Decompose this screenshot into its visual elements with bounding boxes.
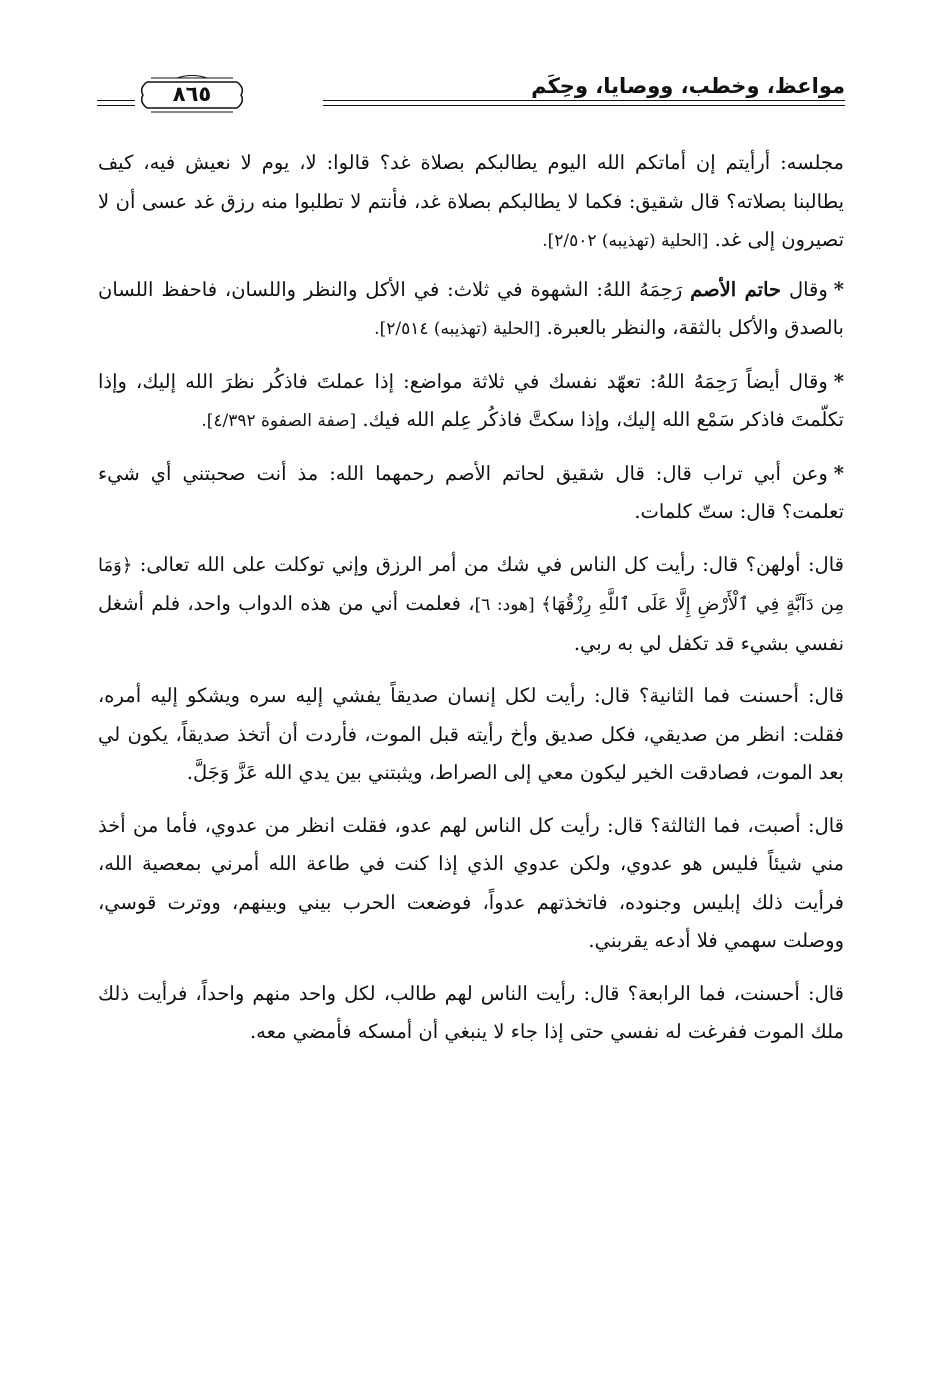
paragraph: [98, 807, 844, 961]
source-reference: [صفة الصفوة ٤/٣٩٢].: [201, 411, 357, 431]
paragraph: [98, 975, 844, 1052]
bullet-marker: *: [833, 461, 844, 485]
paragraph-text: مجلسه: أرأيتم إن أماتكم الله اليوم يطالبكم بصلاة غد؟ قالوا: لا، يوم لا نعيش فيه، كيف يطالبنا بصلاته؟ قال شقيق: فكما لا يطالبكم بصلاة غد، فأنتم لا تطلبوا منه رزق غد عسى أن لا تصيرون إلى غد.: [98, 151, 844, 251]
source-reference: [الحلية (تهذيبه) ٢/٥١٤].: [374, 319, 541, 339]
page-number-ornament: [137, 74, 247, 114]
paragraph: [98, 271, 844, 349]
paragraph: [98, 144, 844, 261]
header-title: مواعظ، وخطب، ووصايا، وحِكَم: [531, 74, 845, 98]
source-reference: [هود: ٦]: [474, 595, 542, 615]
paragraph-text: رَحِمَهُ اللهُ: الشهوة في ثلاث: في الأكل والنظر واللسان، فاحفظ اللسان بالصدق والأكل بالثقة، والنظر بالعبرة.: [98, 277, 844, 339]
paragraph-text: قال: أولهن؟ قال: رأيت كل الناس في شك من أمر الرزق وإني توكلت على الله تعالى:: [132, 552, 844, 576]
paragraph-text: قال: أحسنت، فما الرابعة؟ قال: رأيت الناس لهم طالب، لكل واحد منهم واحداً، فرأيت ذلك ملك الموت ففرغت له نفسي حتى إذا جاء لا ينبغي أن أمسكه فأمضي معه.: [98, 981, 844, 1043]
paragraph: [98, 455, 844, 532]
paragraph-text: قال: أصبت، فما الثالثة؟ قال: رأيت كل الناس لهم عدو، فقلت انظر من عدوي، فأما من أخذ مني شيئاً فليس هو عدوي، ولكن عدوي الذي إذا كنت في طاعة الله أمرني بمعصية الله، فرأيت ذلك إبليس وجنوده، فاتخذتهم عدواً، فوضعت الحرب بيني وبينهم، ووترت قوسي، ووصلت سهمي فلا أدعه يقربني.: [98, 813, 844, 952]
paragraph-text: ، فعلمت أني من هذه الدواب واحد، فلم أشغل نفسي بشيء قد تكفل لي به ربي.: [98, 592, 844, 655]
person-name: حاتم الأصم: [690, 277, 782, 301]
page-body: [98, 144, 844, 1066]
paragraph: [98, 677, 844, 793]
header-rule: [97, 105, 135, 106]
quran-verse: ﴿وَمَا مِن دَآبَّةٍ فِي ٱلْأَرْضِ إِلَّا عَلَى ٱللَّهِ رِزْقُهَا﴾: [98, 554, 844, 615]
bullet-marker: *: [833, 369, 844, 393]
header-rule: [97, 100, 135, 101]
header-rule: [323, 105, 845, 106]
bullet-marker: *: [833, 277, 844, 301]
paragraph-text: وعن أبي تراب قال: قال شقيق لحاتم الأصم رحمهما الله: مذ أنت صحبتني أي شيء تعلمت؟ قال: ستّ كلمات.: [98, 461, 844, 523]
paragraph: [98, 363, 844, 441]
paragraph-text: قال: أحسنت فما الثانية؟ قال: رأيت لكل إنسان صديقاً يفشي إليه سره ويشكو إليه أمره، فقلت: انظر من صديقي، فكل صديق وأخ رأيته قبل الموت، فأردت أن أتخذ صديقاً، يكون لي بعد الموت، فصادقت الخير ليكون معي إلى الصراط، ويثبتني بين يدي الله عَزَّ وَجَلَّ.: [98, 684, 844, 784]
paragraph: [98, 546, 844, 664]
running-header: [97, 66, 845, 118]
page-number: ٨٦٥: [172, 82, 212, 106]
paragraph-text: وقال أيضاً رَحِمَهُ اللهُ: تعهّد نفسك في ثلاثة مواضع: إذا عملتَ فاذكُر نظرَ الله إليك، وإذا تكلّمتَ فاذكر سَمْع الله إليك، وإذا سكتَّ فاذكُر عِلم الله فيك.: [98, 369, 844, 431]
paragraph-text: وقال: [781, 277, 828, 301]
source-reference: [الحلية (تهذيبه) ٢/٥٠٢].: [542, 231, 709, 251]
header-rule: [323, 100, 845, 101]
